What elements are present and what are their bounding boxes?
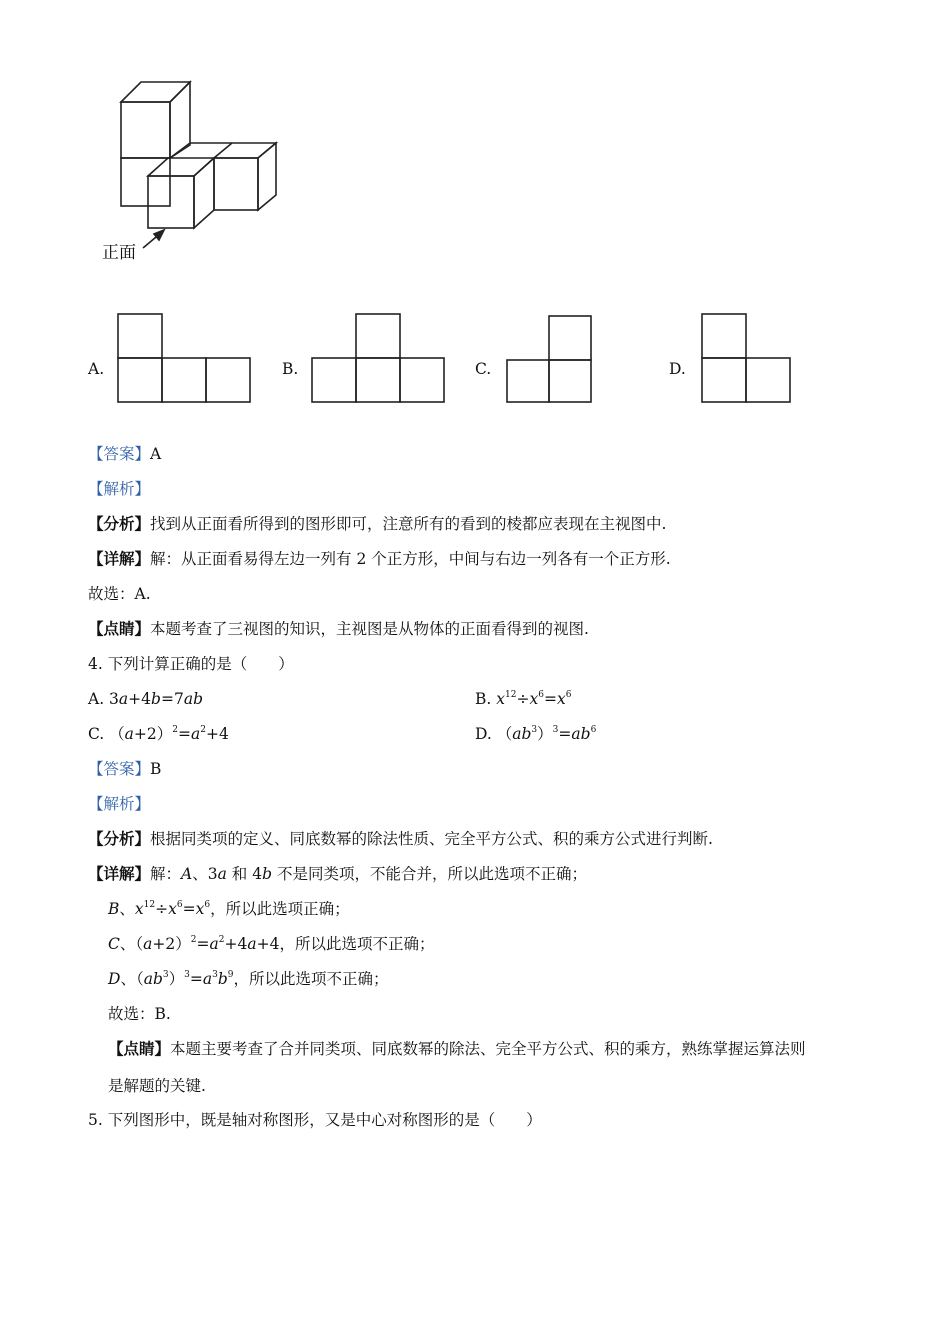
analysis-tag: 【解析】 [88, 480, 151, 498]
q5-stem: 5. 下列图形中，既是轴对称图形，又是中心对称图形的是（ ） [88, 1111, 542, 1129]
fenxi-text: 根据同类项的定义、同底数幂的除法性质、完全平方公式、积的乘方公式进行判断. [150, 830, 713, 848]
option-d-label: D. [669, 360, 686, 378]
option-c-figure [505, 314, 605, 406]
q3-answer-line [88, 444, 161, 464]
answer-value: A [150, 445, 162, 463]
xiangjie-tag: 【详解】 [88, 864, 151, 883]
option-b-label: B. [282, 360, 299, 378]
front-label: 正面 [102, 243, 136, 263]
q4-detail-c: C、$(a+2)^2=a^2+4a+4$，所以此选项不正确； [108, 935, 435, 953]
fenxi-tag: 【分析】 [88, 514, 151, 533]
q4-xiangjie-line: 【详解】解：A、3a 和 4b 不是同类项，不能合并，所以此选项不正确； [88, 864, 587, 883]
q3-guxuan-line: 故选：A. [88, 585, 151, 603]
q4-guxuan-line: 故选：B. [108, 1005, 171, 1023]
q4-option-b: B. $x^{12}\div x^6=x^6$ [475, 690, 572, 708]
q4-stem: 4. 下列计算正确的是（ ） [88, 655, 294, 673]
fenxi-tag: 【分析】 [88, 829, 151, 848]
q4-answer-line [88, 759, 161, 779]
q4-option-d: D. $(ab^3)^3=ab^6$ [475, 725, 597, 743]
q3-fenxi-line [88, 514, 666, 534]
answer-tag: 【答案】 [88, 760, 151, 778]
dianjing-text: 本题考查了三视图的知识，主视图是从物体的正面看得到的视图. [150, 620, 589, 638]
q4-dianjing-line [108, 1039, 806, 1059]
fenxi-text: 找到从正面看所得到的图形即可，注意所有的看到的棱都应表现在主视图中. [150, 515, 667, 533]
dianjing-tag: 【点睛】 [88, 619, 151, 638]
q3-analysis-line [88, 479, 150, 499]
q4-fenxi-line [88, 829, 713, 849]
option-c-label: C. [475, 360, 492, 378]
detail-a-text: 不是同类项，不能合并，所以此选项不正确； [276, 865, 587, 883]
answer-value: B [150, 760, 162, 778]
xiangjie-text: 解：从正面看易得左边一列有 2 个正方形，中间与右边一列各有一个正方形. [150, 550, 671, 568]
q4-analysis-line [88, 794, 150, 814]
dianjing-text: 本题主要考查了合并同类项、同底数幂的除法、完全平方公式、积的乘方，熟练掌握运算法则 [170, 1040, 806, 1058]
xiangjie-tag: 【详解】 [88, 549, 151, 568]
option-a-label: A. [88, 360, 105, 378]
answer-tag: 【答案】 [88, 445, 151, 463]
q4-option-a: A. 3a+4b=7ab [88, 690, 203, 708]
option-b-figure [310, 312, 450, 404]
dianjing-tag: 【点睛】 [108, 1039, 171, 1058]
cube-figure [0, 0, 300, 280]
q4-dianjing-line-2: 是解题的关键. [108, 1077, 206, 1095]
q4-option-c: C. $(a+2)^2=a^2+4$ [88, 725, 229, 743]
q3-dianjing-line [88, 619, 589, 639]
analysis-tag: 【解析】 [88, 795, 151, 813]
q4-detail-d: D、$(ab^3)^3=a^3b^9$，所以此选项不正确； [108, 970, 389, 988]
option-d-figure [700, 312, 800, 406]
option-a-figure [116, 312, 256, 404]
q4-detail-b: B、$x^{12}\div x^6=x^6$，所以此选项正确； [108, 900, 350, 918]
q3-xiangjie-line [88, 549, 671, 569]
